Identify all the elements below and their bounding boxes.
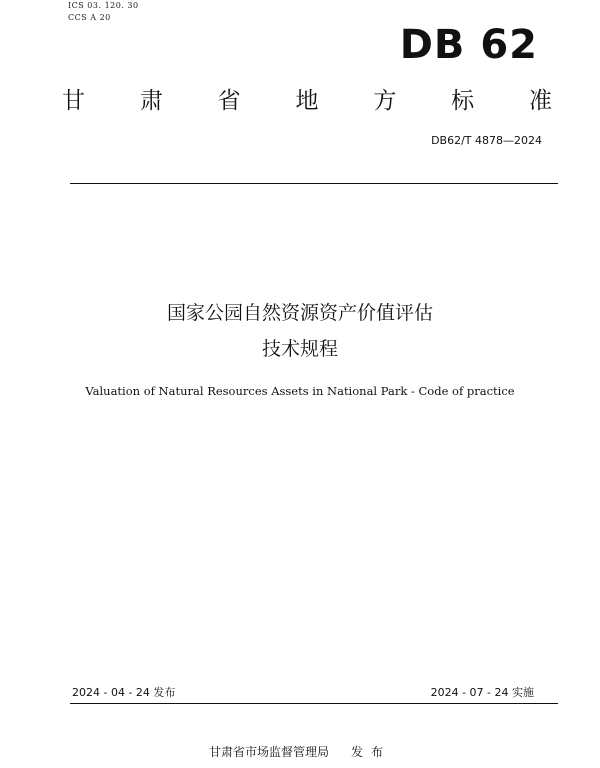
standard-category-char: 标	[451, 88, 475, 114]
top-divider	[70, 183, 558, 184]
standard-category-char: 地	[295, 88, 319, 114]
ics-code: ICS 03. 120. 30	[68, 1, 139, 10]
standard-category-char: 准	[528, 88, 552, 114]
standard-category-char: 肃	[139, 88, 163, 114]
implementation-date: 2024 - 07 - 24 实施	[430, 686, 534, 699]
standard-category-char: 甘	[62, 88, 85, 114]
standard-category-title	[62, 86, 552, 116]
standard-number: DB62/T 4878—2024	[431, 134, 542, 147]
publisher-line	[0, 744, 600, 760]
standard-category-char: 省	[217, 88, 241, 114]
db-logo: DB 62	[399, 22, 538, 68]
ccs-code: CCS A 20	[68, 13, 111, 22]
bottom-divider	[70, 703, 558, 704]
standard-category-char: 方	[373, 88, 397, 114]
document-title-line2: 技术规程	[261, 338, 338, 360]
issue-date: 2024 - 04 - 24 发布	[72, 686, 176, 699]
english-title: Valuation of Natural Resources Assets in National Park - Code of practice	[85, 384, 515, 398]
document-title-line1: 国家公园自然资源资产价值评估	[166, 302, 433, 324]
publish-action: 发布	[351, 745, 392, 759]
publisher-name: 甘肃省市场监督管理局	[208, 745, 329, 759]
classification-codes	[68, 0, 139, 24]
